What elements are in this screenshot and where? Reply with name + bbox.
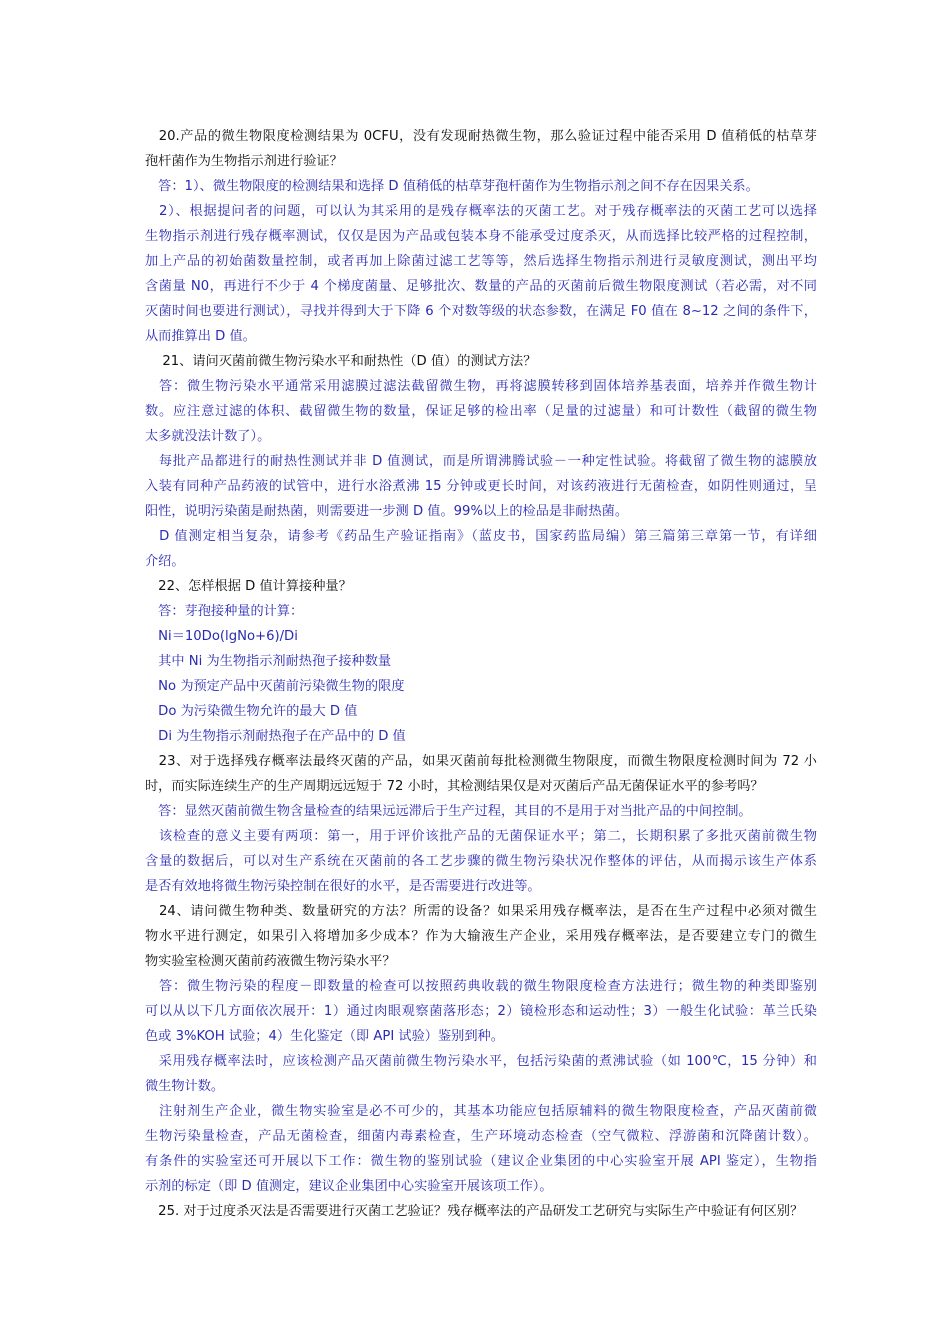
answer-24-line-3: 色或 3%KOH 试验；4）生化鉴定（即 API 试验）鉴别到种。 [145, 1029, 504, 1044]
answer-22-formula: Ni＝10Do(lgNo+6)/Di [145, 629, 298, 644]
answer-21-line-5: 入装有同种产品药液的试管中，进行水浴煮沸 15 分钟或更长时间，对该药液进行无菌检查，如阴性则通过，呈 [145, 479, 817, 494]
answer-24-line-9: 示剂的标定（即 D 值测定，建议企业集团中心实验室开展该项工作）。 [145, 1179, 553, 1194]
answer-20-line-5: 含菌量 N0，再进行不少于 4 个梯度菌量、足够批次、数量的产品的灭菌前后微生物限度测试（若必需，对不同 [145, 279, 817, 294]
answer-21-line-1: 答：微生物污染水平通常采用滤膜过滤法截留微生物，再将滤膜转移到固体培养基表面，培养并作微生物计 [145, 379, 817, 394]
answer-21-line-8: 介绍。 [145, 554, 185, 569]
answer-23-line-1: 答：显然灭菌前微生物含量检查的结果远远滞后于生产过程，其目的不是用于对当批产品的中间控制。 [145, 804, 752, 819]
answer-20-line-6: 灭菌时间也要进行测试），寻找并得到大于下降 6 个对数等级的状态参数，在满足 F0 值在 8~12 之间的条件下， [145, 304, 817, 319]
question-24-line-1: 24、请问微生物种类、数量研究的方法？所需的设备？如果采用残存概率法，是否在生产过程中必须对微生 [145, 904, 817, 919]
answer-24-line-7: 生物污染量检查，产品无菌检查，细菌内毒素检查，生产环境动态检查（空气微粒、浮游菌和沉降菌计数）。 [145, 1129, 817, 1144]
answer-21-line-7: D 值测定相当复杂，请参考《药品生产验证指南》（蓝皮书，国家药监局编）第三篇第三章第一节，有详细 [145, 529, 817, 544]
question-23-line-2: 时，而实际连续生产的生产周期远远短于 72 小时，其检测结果仅是对灭菌后产品无菌保证水平的参考吗？ [145, 779, 764, 794]
answer-20-line-2: 2）、根据提问者的问题，可以认为其采用的是残存概率法的灭菌工艺。对于残存概率法的灭菌工艺可以选择 [145, 204, 817, 219]
answer-22-line-5: Do 为污染微生物允许的最大 D 值 [145, 704, 358, 719]
answer-21-line-2: 数。应注意过滤的体积、截留微生物的数量，保证足够的检出率（足量的过滤量）和可计数性（截留的微生物 [145, 404, 817, 419]
answer-20-line-7: 从而推算出 D 值。 [145, 329, 256, 344]
answer-23-line-2: 该检查的意义主要有两项：第一，用于评价该批产品的无菌保证水平；第二，长期积累了多批灭菌前微生物 [145, 829, 817, 844]
answer-24-line-8: 有条件的实验室还可开展以下工作：微生物的鉴别试验（建议企业集团的中心实验室开展 API 鉴定），生物指 [145, 1154, 817, 1169]
question-24-line-3: 物实验室检测灭菌前药液微生物污染水平？ [145, 954, 396, 969]
answer-20-line-1: 答：1）、微生物限度的检测结果和选择 D 值稍低的枯草芽孢杆菌作为生物指示剂之间不存在因果关系。 [145, 179, 759, 194]
question-24-line-2: 物水平进行测定，如果引入将增加多少成本？作为大输液生产企业，采用残存概率法，是否要建立专门的微生 [145, 929, 817, 944]
question-21-line-1: 21、请问灭菌前微生物污染水平和耐热性（D 值）的测试方法？ [145, 354, 537, 369]
answer-23-line-4: 是否有效地将微生物污染控制在很好的水平，是否需要进行改进等。 [145, 879, 541, 894]
answer-22-line-6: Di 为生物指示剂耐热孢子在产品中的 D 值 [145, 729, 406, 744]
question-20-line-2: 孢杆菌作为生物指示剂进行验证？ [145, 154, 343, 169]
answer-21-line-4: 每批产品都进行的耐热性测试并非 D 值测试，而是所谓沸腾试验－一种定性试验。将截留了微生物的滤膜放 [145, 454, 817, 469]
answer-24-line-2: 可以从以下几方面依次展开：1）通过肉眼观察菌落形态；2）镜检形态和运动性；3）一般生化试验：革兰氏染 [145, 1004, 817, 1019]
question-23-line-1: 23、对于选择残存概率法最终灭菌的产品，如果灭菌前每批检测微生物限度，而微生物限度检测时间为 72 小 [145, 754, 817, 769]
answer-22-line-3: 其中 Ni 为生物指示剂耐热孢子接种数量 [145, 654, 392, 669]
answer-23-line-3: 含量的数据后，可以对生产系统在灭菌前的各工艺步骤的微生物污染状况作整体的评估，从而揭示该生产体系 [145, 854, 817, 869]
answer-22-line-4: No 为预定产品中灭菌前污染微生物的限度 [145, 679, 405, 694]
answer-20-line-3: 生物指示剂进行残存概率测试，仅仅是因为产品或包装本身不能承受过度杀灭，从而选择比较严格的过程控制， [145, 229, 817, 244]
question-22-line-1: 22、怎样根据 D 值计算接种量？ [145, 579, 352, 594]
answer-24-line-1: 答：微生物污染的程度－即数量的检查可以按照药典收载的微生物限度检查方法进行；微生物的种类即鉴别 [145, 979, 817, 994]
answer-24-line-4: 采用残存概率法时，应该检测产品灭菌前微生物污染水平，包括污染菌的煮沸试验（如 100℃，15 分钟）和 [145, 1054, 817, 1069]
answer-21-line-3: 太多就没法计数了）。 [145, 429, 271, 444]
answer-22-line-1: 答：芽孢接种量的计算： [145, 604, 304, 619]
question-20-line-1: 20.产品的微生物限度检测结果为 0CFU，没有发现耐热微生物，那么验证过程中能否采用 D 值稍低的枯草芽 [145, 129, 817, 144]
answer-21-line-6: 阳性，说明污染菌是耐热菌，则需要进一步测 D 值。99%以上的检品是非耐热菌。 [145, 504, 629, 519]
answer-24-line-6: 注射剂生产企业，微生物实验室是必不可少的，其基本功能应包括原辅料的微生物限度检查，产品灭菌前微 [145, 1104, 817, 1119]
question-25-line-1: 25. 对于过度杀灭法是否需要进行灭菌工艺验证？残存概率法的产品研发工艺研究与实际生产中验证有何区别？ [145, 1204, 804, 1219]
answer-24-line-5: 微生物计数。 [145, 1079, 225, 1094]
answer-20-line-4: 加上产品的初始菌数量控制，或者再加上除菌过滤工艺等等，然后选择生物指示剂进行灵敏度测试，测出平均 [145, 254, 817, 269]
